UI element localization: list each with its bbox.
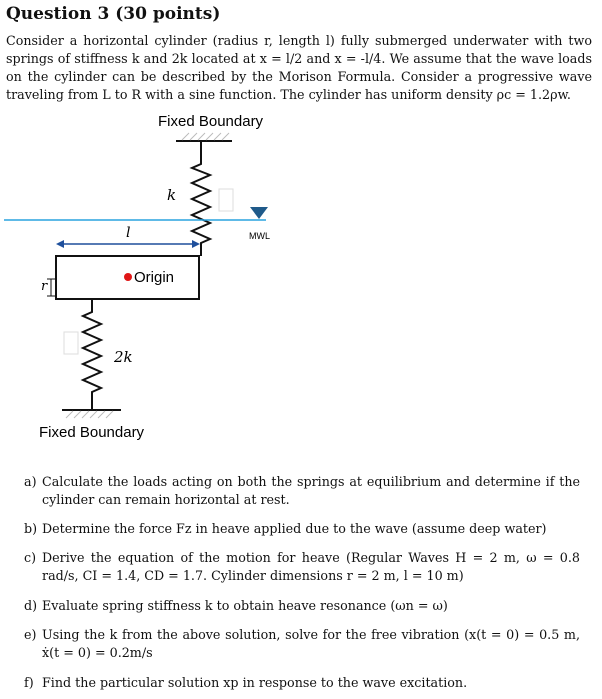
top-spring-k <box>192 141 210 256</box>
part-f <box>24 674 580 692</box>
part-d <box>24 597 580 615</box>
length-label: l <box>126 225 131 241</box>
bottom-spring-label: 2k <box>114 348 133 366</box>
part-b <box>24 520 580 538</box>
part-e <box>24 626 580 662</box>
question-title: Question 3 (30 points) <box>6 4 221 24</box>
top-spring-label: k <box>167 186 177 204</box>
part-text: Derive the equation of the motion for heave (Regular Waves H = 2 m, ω = 0.8 rad/s, CI = 1.4, CD = 1.7. Cylinder dimensions r = 2 m, l = 10 m) <box>42 550 580 583</box>
part-label: b) <box>24 521 38 536</box>
part-label: d) <box>24 598 38 613</box>
bottom-spring-label-box <box>64 332 78 354</box>
mwl-marker-icon <box>250 207 268 219</box>
part-label: a) <box>24 474 37 489</box>
bottom-boundary-label: Fixed Boundary <box>39 424 145 441</box>
part-text: Determine the force Fz in heave applied due to the wave (assume deep water) <box>42 521 547 536</box>
bottom-spring-2k <box>83 299 101 410</box>
length-arrow-right <box>192 240 200 248</box>
top-spring-label-box <box>219 189 233 211</box>
part-label: e) <box>24 627 37 642</box>
part-text: Evaluate spring stiffness k to obtain heave resonance (ωn = ω) <box>42 598 448 613</box>
top-boundary-hatch <box>182 133 229 140</box>
length-arrow-left <box>56 240 64 248</box>
part-a <box>24 473 580 509</box>
mwl-label: MWL <box>249 231 270 241</box>
bottom-boundary-hatch <box>66 411 113 418</box>
origin-dot <box>124 273 132 281</box>
question-intro: Consider a horizontal cylinder (radius r, length l) fully submerged underwater with two springs of stiffness k and 2k located at x = l/2 and x = -l/4. We assume that the wave loads on the cylinder can be described by the Morison Formula. Consider a progressive wave traveling from L to R with a sine function. The cylinder has uniform density ρc = 1.2ρw. <box>6 33 592 102</box>
top-boundary-label: Fixed Boundary <box>158 113 264 130</box>
part-label: c) <box>24 550 37 565</box>
part-c <box>24 549 580 585</box>
origin-label: Origin <box>134 269 175 286</box>
part-text: Calculate the loads acting on both the springs at equilibrium and determine if the cylinder can remain horizontal at rest. <box>42 474 580 507</box>
part-text: Using the k from the above solution, solve for the free vibration (x(t = 0) = 0.5 m, ẋ(t = 0) = 0.2m/s <box>42 627 580 660</box>
part-label: f) <box>24 675 34 690</box>
radius-label: r <box>41 279 48 294</box>
part-text: Find the particular solution xp in response to the wave excitation. <box>42 675 468 690</box>
